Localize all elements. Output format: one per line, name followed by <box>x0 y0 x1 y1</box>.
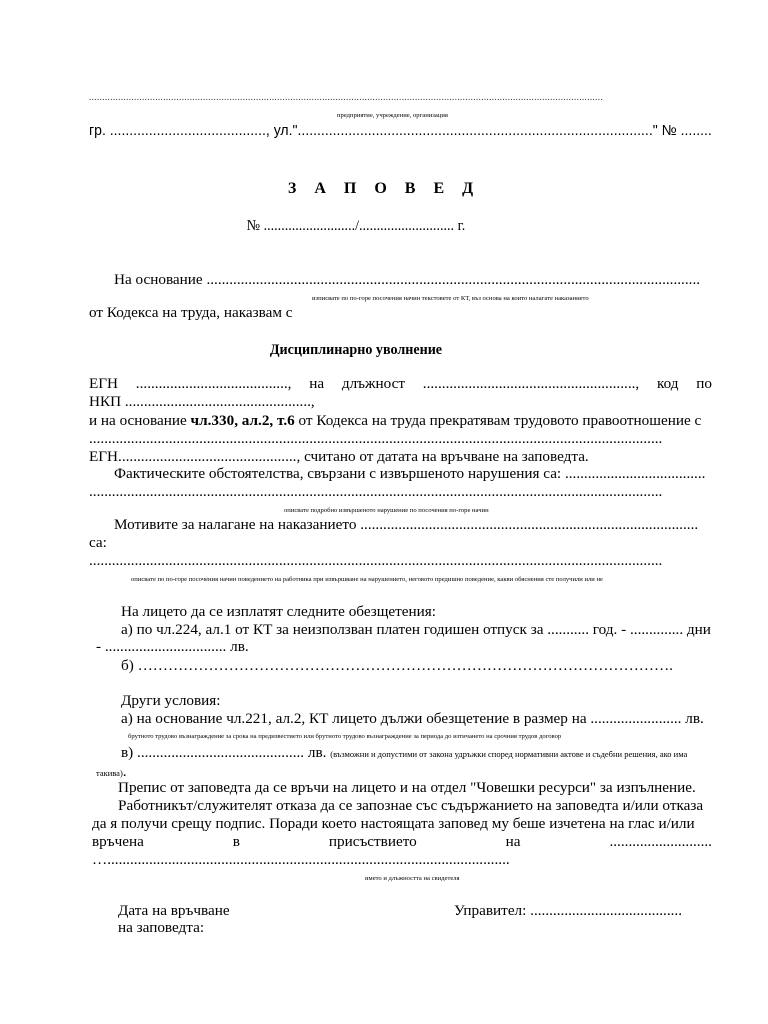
other-v-dot: . <box>122 763 127 780</box>
r3-dots: ........................... <box>609 833 712 850</box>
address-line: гр. ........................................, ул."..........................................................................................." № ........ <box>89 123 712 139</box>
refusal-line-3 <box>92 833 712 851</box>
other-a-caption: брутното трудово възнаграждение за срока на предизвестието или брутното трудово възнаграждение за периода до изтичането на срочния трудов договор <box>128 733 562 740</box>
basis2-pre: и на основание <box>89 412 191 429</box>
po-word: по <box>696 375 712 392</box>
basis-caption: изписвате по по-горе посочения начин текстовете от КТ, въз основа на които налагате наказанието <box>312 295 589 302</box>
refusal-line-1: Работникът/служителят отказа да се запознае със съдържанието на заповедта и/или отказа <box>118 797 704 814</box>
manager-signature-line: Управител: ........................................ <box>454 902 683 919</box>
compensation-a-line: а) по чл.224, ал.1 от КТ за неизползван платен годишен отпуск за ........... год. - .............. дни <box>121 621 711 638</box>
other-v-note2: такива) <box>96 768 123 778</box>
other-v-note: (възможни и допустими от закона удръжки според нормативни актове и съдебни решения, ако има <box>330 749 688 759</box>
motives-caption: описвате по по-горе посочения начин поведението на работника при извършване на нарушението, неговото предишно поведение, какви обяснения сте получили или не <box>131 576 603 583</box>
order-number-line: № ........................../........................... г. <box>246 217 466 234</box>
facts-line: Фактическите обстоятелства, свързани с извършеното нарушения са: ..................................... <box>114 465 706 482</box>
other-v-line <box>121 744 687 763</box>
facts-dots: ....................................................................................................................................................... <box>89 483 663 500</box>
compensation-b-line: б) ……………………………………………………………………………………………. <box>121 657 673 674</box>
delivery-date-label: Дата на връчване <box>118 902 230 919</box>
article-reference: чл.330, ал.2, т.6 <box>190 412 295 429</box>
nkp-line: НКП ................................................., <box>89 393 315 410</box>
compensation-a-cont: - ................................ лв. <box>96 638 249 655</box>
organization-dots: .................................................................................................................................................................................................. <box>89 92 604 102</box>
r3-word-1: връчена <box>92 833 144 850</box>
egn-dots: ........................................, <box>135 375 292 392</box>
motives-line: Мотивите за налагане на наказанието ......................................................................................... <box>114 516 699 533</box>
egn-label: ЕГН <box>89 375 119 392</box>
r3-word-3: присъствието <box>328 833 417 850</box>
egn-from-line: ЕГН..............................................., считано от датата на връчване на заповедта. <box>89 448 589 465</box>
other-a-line: а) на основание чл.221, ал.2, КТ лицето дължи обезщетение в размер на ........................ лв. <box>121 710 704 727</box>
compensation-intro: На лицето да се изплатят следните обезщетения: <box>121 603 437 620</box>
delivery-date-label-2: на заповедта: <box>118 919 205 936</box>
code-line: от Кодекса на труда, наказвам с <box>89 304 293 321</box>
position-label: длъжност <box>341 375 406 392</box>
employee-name-dots: ....................................................................................................................................................... <box>89 430 663 447</box>
egn-position-row <box>89 375 712 393</box>
r3-word-2: в <box>232 833 240 850</box>
motives-sa: са: <box>89 534 107 551</box>
other-conditions-heading: Други условия: <box>121 692 221 709</box>
code-word: код <box>656 375 679 392</box>
facts-caption: описвате подробно извършеното нарушение по посочения по-горе начин <box>284 507 489 514</box>
basis2-post: от Кодекса на труда прекратявам трудовото правоотношение с <box>294 412 702 429</box>
na-word: на <box>309 375 325 392</box>
termination-basis-line <box>89 412 701 430</box>
organization-caption: предприятие, учреждение, организация <box>337 112 448 119</box>
position-dots: ........................................................, <box>422 375 640 392</box>
other-v-text: в) ............................................ лв. <box>121 744 327 761</box>
order-title: З А П О В Е Д <box>287 180 481 197</box>
witness-line: ….......................................................................................................... <box>92 851 510 868</box>
penalty-heading: Дисциплинарно уволнение <box>269 341 443 358</box>
witness-caption: името и длъжността на свидетеля <box>365 875 460 882</box>
basis-line: На основание .................................................................................................................................. <box>114 271 701 288</box>
motives-dots: ....................................................................................................................................................... <box>89 552 663 569</box>
r3-word-4: на <box>505 833 521 850</box>
copy-delivery-line: Препис от заповедта да се връчи на лицето и на отдел "Човешки ресурси" за изпълнение. <box>118 779 696 796</box>
refusal-line-2: да я получи срещу подпис. Поради което настоящата заповед му беше изчетена на глас и/или <box>92 815 695 832</box>
